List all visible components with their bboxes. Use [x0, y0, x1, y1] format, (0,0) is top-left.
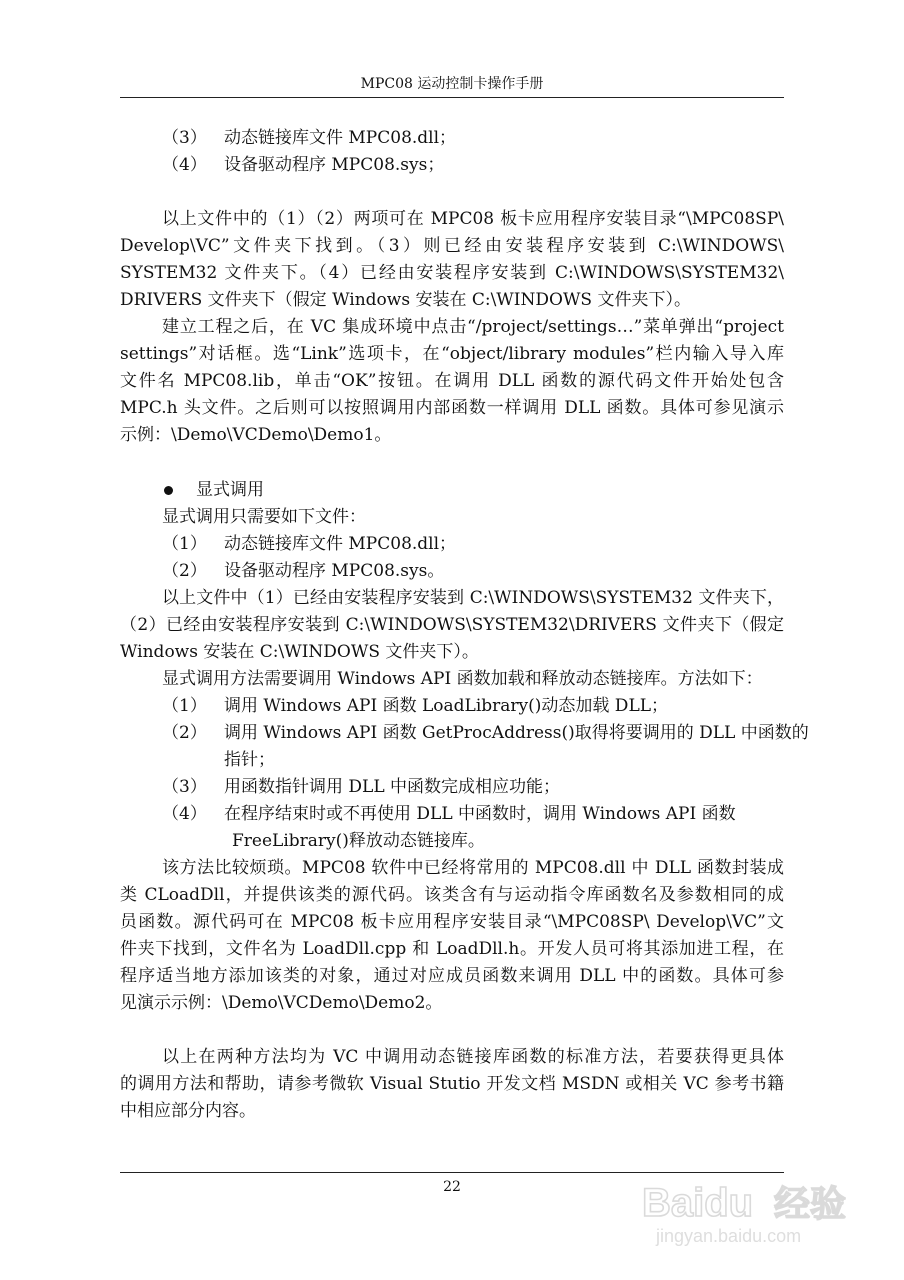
- paragraph-line: MPC.h 头文件。之后则可以按照调用内部函数一样调用 DLL 函数。具体可参见演示: [120, 398, 784, 418]
- paragraph-line: settings”对话框。选“Link”选项卡，在“object/library modules”栏内输入导入库: [120, 344, 784, 364]
- step-text: 在程序结束时或不再使用 DLL 中函数时，调用 Windows API 函数: [224, 804, 736, 824]
- file-item-num: （4）: [162, 155, 207, 175]
- paragraph-line: 建立工程之后，在 VC 集成环境中点击“/project/settings…”菜单弹出“project: [162, 317, 784, 337]
- paragraph-line: 件夹下找到，文件名为 LoadDll.cpp 和 LoadDll.h。开发人员可将其添加进工程，在: [120, 939, 784, 959]
- paragraph-line: SYSTEM32 文件夹下。（4）已经由安装程序安装到 C:\WINDOWS\SYSTEM32\: [120, 263, 784, 283]
- step-num: （2）: [162, 723, 207, 743]
- paragraph-line: 示例：\Demo\VCDemo\Demo1。: [120, 425, 392, 445]
- paragraph-line: （2）已经由安装程序安装到 C:\WINDOWS\SYSTEM32\DRIVERS 文件夹下（假定: [120, 615, 784, 635]
- step-text: 用函数指针调用 DLL 中函数完成相应功能；: [224, 777, 561, 797]
- paragraph-line: 该方法比较烦琐。MPC08 软件中已经将常用的 MPC08.dll 中 DLL 函数封装成: [162, 858, 784, 878]
- step-text: 调用 Windows API 函数 GetProcAddress()取得将要调用的 DLL 中函数的: [224, 723, 809, 743]
- file-item-text: 设备驱动程序 MPC08.sys；: [224, 155, 445, 175]
- file-item-text: 动态链接库文件 MPC08.dll；: [224, 128, 457, 148]
- paragraph-line: DRIVERS 文件夹下（假定 Windows 安装在 C:\WINDOWS 文件夹下）。: [120, 290, 691, 310]
- watermark-suffix: 经验: [774, 1184, 847, 1225]
- paragraph-line: 的调用方法和帮助，请参考微软 Visual Stutio 开发文档 MSDN 或相关 VC 参考书籍: [120, 1074, 784, 1094]
- step-text-cont: FreeLibrary()释放动态链接库。: [232, 831, 485, 851]
- file-item-num: （3）: [162, 128, 207, 148]
- file-item-text: 动态链接库文件 MPC08.dll；: [224, 534, 457, 554]
- paragraph-line: 程序适当地方添加该类的对象，通过对应成员函数来调用 DLL 中的函数。具体可参: [120, 966, 784, 986]
- paragraph-line: 见演示示例：\Demo\VCDemo\Demo2。: [120, 993, 443, 1013]
- step-text-cont: 指针；: [224, 750, 275, 770]
- header-rule: [120, 97, 784, 98]
- file-item-text: 设备驱动程序 MPC08.sys。: [224, 561, 445, 581]
- section-title: 显式调用: [196, 480, 264, 500]
- paragraph-line: 以上在两种方法均为 VC 中调用动态链接库函数的标准方法，若要获得更具体: [162, 1047, 784, 1067]
- file-item-num: （1）: [162, 534, 207, 554]
- page-header: MPC08 运动控制卡操作手册: [360, 76, 544, 92]
- paragraph-line: Windows 安装在 C:\WINDOWS 文件夹下）。: [120, 642, 479, 662]
- step-num: （1）: [162, 696, 207, 716]
- step-text: 调用 Windows API 函数 LoadLibrary()动态加载 DLL；: [224, 696, 669, 716]
- paragraph-line: 文件名 MPC08.lib，单击“OK”按钮。在调用 DLL 函数的源代码文件开始处包含: [120, 371, 784, 391]
- section-intro: 显式调用只需要如下文件：: [162, 507, 366, 527]
- file-item-num: （2）: [162, 561, 207, 581]
- method-intro: 显式调用方法需要调用 Windows API 函数加载和释放动态链接库。方法如下：: [162, 669, 763, 689]
- paragraph-line: 中相应部分内容。: [120, 1101, 256, 1121]
- paragraph-line: 以上文件中的（1）（2）两项可在 MPC08 板卡应用程序安装目录“\MPC08SP\: [162, 209, 784, 229]
- baidu-watermark-logo: [634, 1170, 874, 1248]
- step-num: （3）: [162, 777, 207, 797]
- paragraph-line: 类 CLoadDll，并提供该类的源代码。该类含有与运动指令库函数名及参数相同的成: [120, 885, 784, 905]
- paragraph-line: 员函数。源代码可在 MPC08 板卡应用程序安装目录“\MPC08SP\ Develop\VC”文: [120, 912, 784, 932]
- watermark-url: jingyan.baidu.com: [656, 1226, 802, 1246]
- page-number: 22: [443, 1179, 461, 1195]
- watermark-brand: Baidu: [642, 1181, 754, 1225]
- bullet-icon: [164, 486, 173, 495]
- paragraph-line: Develop\VC”文件夹下找到。（3）则已经由安装程序安装到 C:\WINDOWS\: [120, 236, 784, 256]
- step-num: （4）: [162, 804, 207, 824]
- paragraph-line: 以上文件中（1）已经由安装程序安装到 C:\WINDOWS\SYSTEM32 文件夹下，: [162, 588, 784, 608]
